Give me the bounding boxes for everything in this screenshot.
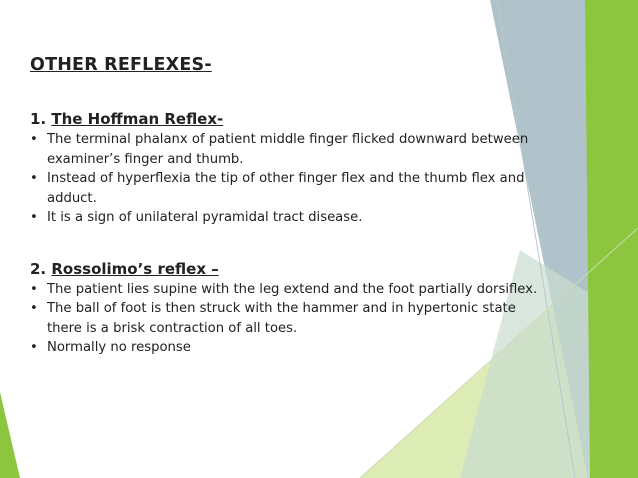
bullet-icon: • — [30, 132, 38, 147]
list-item — [30, 299, 550, 338]
section-heading — [30, 108, 550, 130]
section-title: The Hoffman Reflex- — [51, 110, 224, 128]
section-number: 1. — [30, 110, 47, 128]
section-rossolimo-reflex — [30, 258, 550, 358]
bullet-icon: • — [30, 340, 38, 355]
section-hoffman-reflex — [30, 108, 550, 228]
list-item — [30, 280, 550, 300]
green-triangle — [585, 0, 638, 478]
left-green-triangle — [0, 392, 20, 478]
bullet-list — [30, 280, 550, 358]
section-heading — [30, 258, 550, 280]
list-item-text: The terminal phalanx of patient middle finger flicked downward between examiner’s finger and thumb. — [47, 132, 529, 167]
list-item-text: The patient lies supine with the leg extend and the foot partially dorsiflex. — [47, 281, 538, 297]
list-item — [30, 208, 550, 228]
bullet-list — [30, 130, 550, 228]
slide-content — [30, 52, 550, 358]
bullet-icon: • — [30, 210, 38, 225]
slide-title: OTHER REFLEXES- — [30, 55, 212, 75]
bullet-icon: • — [30, 171, 38, 186]
bullet-icon: • — [30, 301, 38, 316]
list-item-text: Normally no response — [47, 340, 191, 355]
section-title: Rossolimo’s reflex – — [51, 259, 219, 278]
list-item — [30, 130, 550, 169]
bullet-icon: • — [30, 281, 38, 297]
section-number: 2. — [30, 259, 47, 278]
list-item-text: It is a sign of unilateral pyramidal tract disease. — [47, 210, 363, 225]
list-item-text: Instead of hyperflexia the tip of other finger flex and the thumb flex and adduct. — [47, 171, 525, 206]
list-item — [30, 169, 550, 208]
list-item — [30, 338, 550, 358]
list-item-text: The ball of foot is then struck with the hammer and in hypertonic state there is a brisk contraction of all toes. — [47, 301, 516, 336]
